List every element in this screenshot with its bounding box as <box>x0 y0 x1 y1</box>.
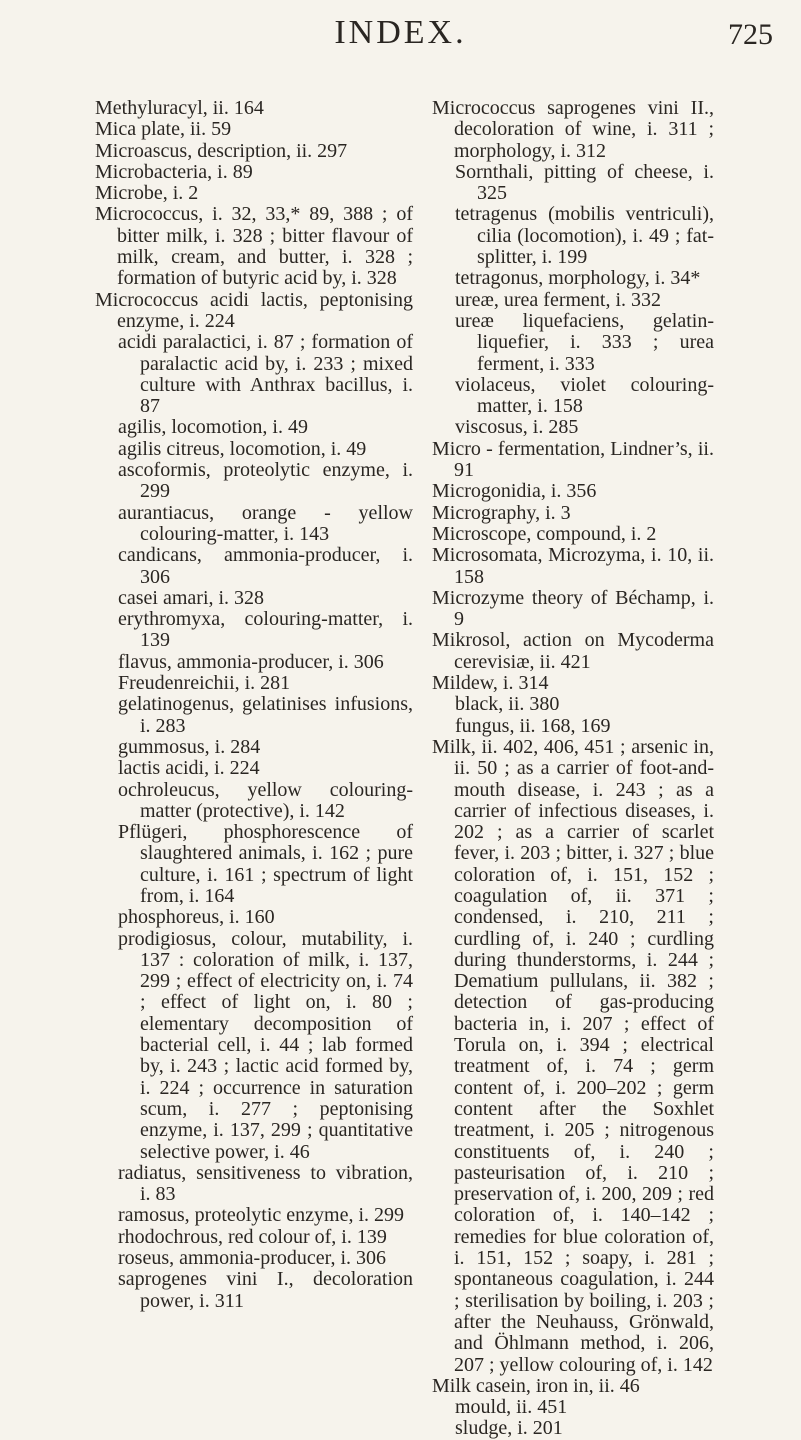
index-entry: Micrococcus, i. 32, 33,* 89, 388 ; of bitter milk, i. 328 ; bitter flavour of milk, cream, and butter, i. 328 ; formation of butyric acid by, i. 328 <box>95 203 413 290</box>
index-entry: Milk, ii. 402, 406, 451 ; arsenic in, ii. 50 ; as a carrier of foot-and-mouth disease, i. 243 ; as a carrier of infectious diseases, i. 202 ; as a carrier of scarlet fever, i. 203 ; bitter, i. 327 ; blue coloration of, i. 151, 152 ; coagulation of, ii. 371 ; condensed, i. 210, 211 ; curdling of, i. 240 ; curdling during thunderstorms, i. 244 ; Dematium pullulans, ii. 382 ; detection of gas-producing bacteria in, i. 207 ; effect of Torula on, i. 394 ; electrical treatment of, i. 74 ; germ content of, i. 200–202 ; germ content after the Soxhlet treatment, i. 205 ; nitrogenous constituents of, i. 240 ; pasteurisation of, i. 210 ; preservation of, i. 200, 209 ; red coloration of, i. 140–142 ; remedies for blue coloration of, i. 151, 152 ; soapy, i. 281 ; spontaneous coagulation, i. 244 ; sterilisation by boiling, i. 203 ; after the Neuhauss, Grönwald, and Öhlmann method, i. 206, 207 ; yellow colouring of, i. 142 <box>432 735 714 1376</box>
index-subentry: rhodochrous, red colour of, i. 139 <box>118 1225 387 1248</box>
index-entry: Microascus, description, ii. 297 <box>95 139 348 162</box>
index-entry: Methyluracyl, ii. 164 <box>95 97 264 119</box>
index-entry: Microgonidia, i. 356 <box>432 480 597 503</box>
index-entry: Microbacteria, i. 89 <box>95 160 253 183</box>
index-subentry: aurantiacus, orange - yellow colouring-matter, i. 143 <box>118 501 413 545</box>
index-subentry: Sornthali, pitting of cheese, i. 325 <box>455 160 714 205</box>
index-subentry: sludge, i. 201 <box>455 1417 563 1440</box>
index-subentry: radiatus, sensitiveness to vibration, i. 83 <box>118 1161 413 1206</box>
index-entry: Mica plate, ii. 59 <box>95 118 232 141</box>
running-title: INDEX. <box>334 14 467 51</box>
index-subentry: mould, ii. 451 <box>455 1396 568 1419</box>
index-subentry: flavus, ammonia-producer, i. 306 <box>118 650 384 673</box>
index-subentry: phosphoreus, i. 160 <box>118 906 275 929</box>
index-subentry: ascoformis, proteolytic enzyme, i. 299 <box>118 459 413 503</box>
index-entry: Micrography, i. 3 <box>432 501 571 524</box>
index-subentry: gelatinogenus, gelatinises infusions, i. 283 <box>118 693 413 737</box>
index-subentry: ureæ liquefaciens, gelatin-liquefier, i. 333 ; urea ferment, i. 333 <box>455 309 714 375</box>
index-subentry: prodigiosus, colour, mutability, i. 137 : coloration of milk, i. 137, 299 ; effect of electricity on, i. 74 ; effect of light on, i. 80 ; elementary decomposition of bacterial cell, i. 44 ; lab formed by, i. 243 ; lactic acid formed by, i. 224 ; occurrence in saturation scum, i. 277 ; peptonising enzyme, i. 137, 299 ; quantitative selective power, i. 46 <box>118 927 413 1163</box>
index-subentry: saprogenes vini I., decoloration power, i. 311 <box>118 1268 413 1312</box>
index-subentry: casei amari, i. 328 <box>118 586 265 609</box>
index-entry: Microsomata, Microzyma, i. 10, ii. 158 <box>432 544 714 588</box>
index-subentry: acidi paralactici, i. 87 ; formation of paralactic acid by, i. 233 ; mixed culture with Anthrax bacillus, i. 87 <box>118 331 413 418</box>
index-entry: Micrococcus saprogenes vini II., decoloration of wine, i. 311 ; morphology, i. 312 <box>432 97 714 162</box>
index-subentry: ramosus, proteolytic enzyme, i. 299 <box>118 1204 405 1227</box>
index-entry: Milk casein, iron in, ii. 46 <box>432 1374 640 1397</box>
index-subentry: agilis, locomotion, i. 49 <box>118 416 308 439</box>
index-subentry: tetragenus (mobilis ventriculi), cilia (locomotion), i. 49 ; fat-splitter, i. 199 <box>455 203 714 269</box>
index-subentry: agilis citreus, locomotion, i. 49 <box>118 437 367 460</box>
index-subentry: ureæ, urea ferment, i. 332 <box>455 288 662 311</box>
index-entry: Micro - fermentation, Lindner’s, ii. 91 <box>432 437 714 482</box>
index-entry: Microzyme theory of Béchamp, i. 9 <box>432 586 714 631</box>
index-subentry: violaceus, violet colouring-matter, i. 158 <box>455 373 714 418</box>
index-entry: Mikrosol, action on Mycoderma cerevisiæ, ii. 421 <box>432 629 714 673</box>
index-subentry: erythromyxa, colouring-matter, i. 139 <box>118 608 413 652</box>
index-subentry: tetragonus, morphology, i. 34* <box>455 267 701 290</box>
index-subentry: viscosus, i. 285 <box>455 416 579 439</box>
page-number: 725 <box>728 18 773 51</box>
index-subentry: lactis acidi, i. 224 <box>118 757 260 780</box>
index-column-left <box>95 98 413 1312</box>
index-subentry: roseus, ammonia-producer, i. 306 <box>118 1247 387 1270</box>
index-entry: Micrococcus acidi lactis, peptonising enzyme, i. 224 <box>95 288 413 332</box>
index-entry: Mildew, i. 314 <box>432 672 549 695</box>
index-subentry: black, ii. 380 <box>455 693 560 716</box>
index-entry: Microscope, compound, i. 2 <box>432 522 657 545</box>
index-subentry: candicans, ammonia-producer, i. 306 <box>118 544 413 588</box>
index-subentry: gummosus, i. 284 <box>118 735 261 758</box>
index-entry: Microbe, i. 2 <box>95 182 199 205</box>
index-subentry: ochroleucus, yellow colouring-matter (protective), i. 142 <box>118 778 413 822</box>
index-subentry: fungus, ii. 168, 169 <box>455 714 611 737</box>
page-header <box>0 0 801 60</box>
index-subentry: Pflügeri, phosphorescence of slaughtered animals, i. 162 ; pure culture, i. 161 ; spectrum of light from, i. 164 <box>118 821 413 907</box>
index-column-right <box>432 98 714 1440</box>
index-subentry: Freudenreichii, i. 281 <box>118 672 291 695</box>
